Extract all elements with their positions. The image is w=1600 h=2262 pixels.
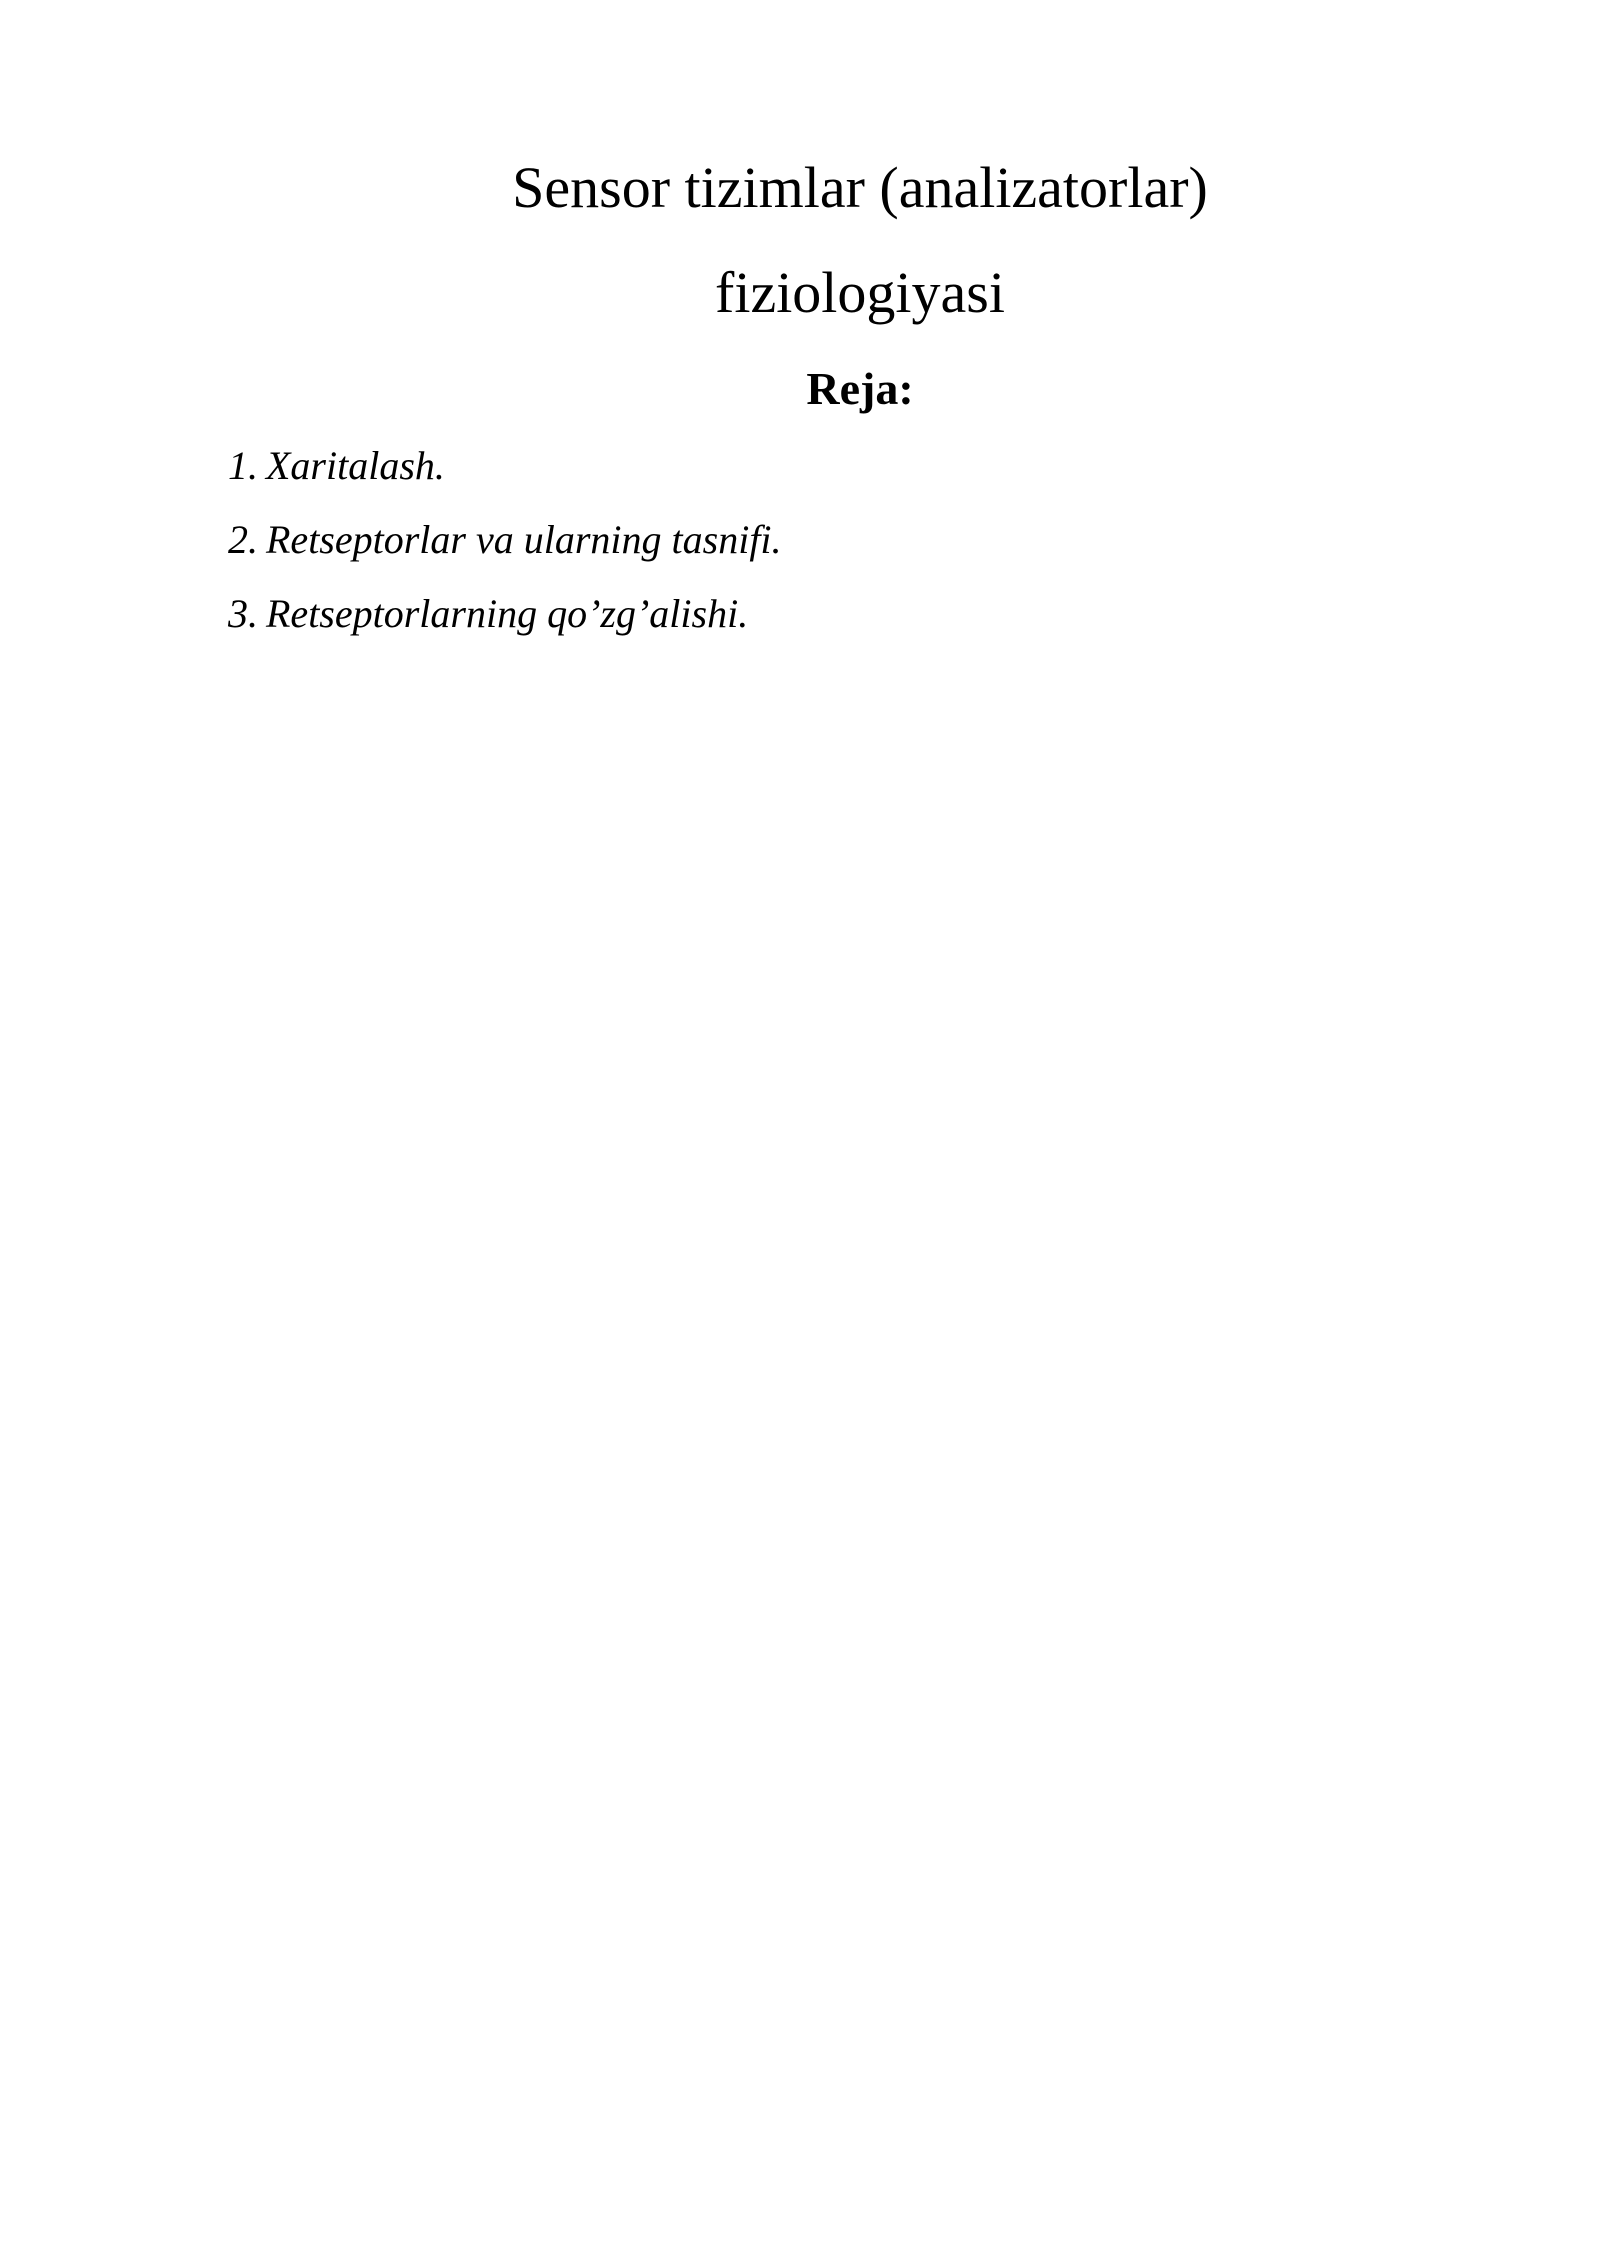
plan-heading: Reja: xyxy=(806,363,914,414)
plan-item-number: 3. xyxy=(228,591,258,636)
plan-item-text: Retseptorlar va ularning tasnifi. xyxy=(266,517,782,562)
document-title-line-1: Sensor tizimlar (analizatorlar) xyxy=(512,155,1208,220)
plan-item-text: Xaritalash. xyxy=(266,443,445,488)
plan-list xyxy=(228,442,782,664)
plan-item-number: 1. xyxy=(228,443,258,488)
plan-item xyxy=(228,590,782,664)
document-title-line-2: fiziologiyasi xyxy=(715,260,1005,325)
plan-item xyxy=(228,516,782,590)
plan-item xyxy=(228,442,782,516)
plan-item-text: Retseptorlarning qo’zg’alishi. xyxy=(266,591,749,636)
plan-item-number: 2. xyxy=(228,517,258,562)
